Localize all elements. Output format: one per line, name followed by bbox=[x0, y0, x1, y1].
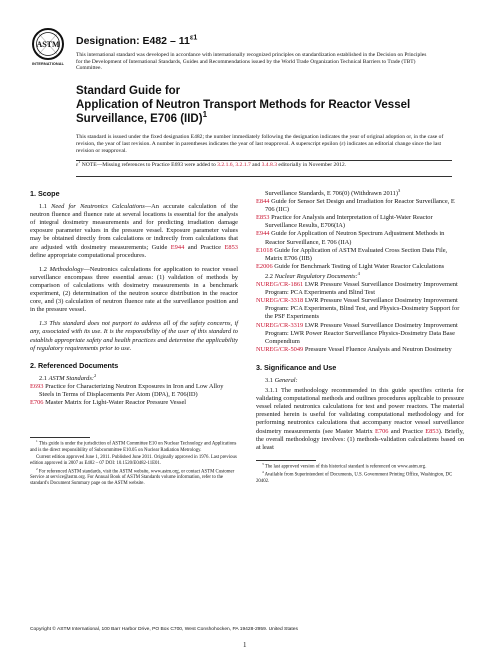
astm-ref-item bbox=[256, 214, 464, 230]
para-1-2-italic: Methodology bbox=[49, 265, 84, 273]
fn2-sup: 2 bbox=[36, 466, 38, 471]
enote-and: and bbox=[250, 162, 262, 168]
ref-e706-cont bbox=[256, 187, 464, 198]
link-e706-b[interactable]: E706 bbox=[375, 427, 389, 435]
para-1-1-italic: Need for Neutronics Calculations bbox=[51, 203, 145, 211]
astm-ref-text: Practice for Analysis and Interpretation of Light-Water Reactor Surveillance Results, E706(IA) bbox=[265, 214, 433, 230]
para-1-1-lead: 1.1 bbox=[39, 203, 52, 211]
nrc-ref-item bbox=[256, 346, 464, 354]
astm-logo bbox=[28, 26, 68, 72]
copyright: Copyright © ASTM International, 100 Barr Harbor Drive, PO Box C700, West Conshohocken, PA 19428-2959. United States bbox=[30, 627, 298, 632]
nrc-ref-text: LWR Pressure Vessel Surveillance Dosimetry Improvement Program: PCA Experiments and Blind Test bbox=[265, 281, 458, 297]
enote-text-a: NOTE—Missing references to Practice E693 were added to bbox=[80, 162, 218, 168]
nrc-label-sup: 4 bbox=[357, 270, 360, 276]
fn2-text: For referenced ASTM standards, visit the ASTM website, www.astm.org, or contact ASTM Customer Service at service@astm.org. For Annual Book of ASTM Standards volume information, refer to the standard's Document Summary page on the ASTM website. bbox=[30, 469, 235, 487]
rule-bottom bbox=[76, 176, 452, 177]
nrc-ref-item bbox=[256, 322, 464, 346]
section-refs-heading: 2. Referenced Documents bbox=[30, 360, 119, 370]
nrc-ref-link[interactable]: NUREG/CR-5049 bbox=[256, 345, 304, 353]
link-e944[interactable]: E944 bbox=[170, 243, 185, 251]
nrc-ref-item bbox=[256, 281, 464, 297]
enote-link-2[interactable]: 3.4.8.3 bbox=[261, 162, 277, 168]
para-3-1-italic: General: bbox=[274, 376, 298, 384]
astm-label-italic: ASTM Standards: bbox=[48, 374, 94, 382]
fn3-text: The last approved version of this historical standard is referenced on www.astm.org. bbox=[264, 464, 427, 470]
enote-sup: 1 bbox=[78, 160, 81, 165]
para-3-1 bbox=[256, 377, 464, 385]
footnote-2 bbox=[30, 466, 238, 487]
para-3-1-1-and: and Practice bbox=[388, 427, 426, 435]
designation bbox=[76, 32, 198, 47]
link-e693[interactable]: E693 bbox=[30, 382, 44, 390]
astm-ref-link[interactable]: E944 bbox=[256, 230, 270, 238]
footnote-3 bbox=[256, 461, 464, 470]
astm-ref-item bbox=[256, 247, 464, 263]
title-sup: 1 bbox=[202, 110, 208, 120]
para-3-1-1-b: ). Briefly, the overall methodology involves: (1) methods-validation calculations based on at least bbox=[256, 427, 465, 451]
para-3-1-num: 3.1 bbox=[265, 376, 275, 384]
logo-text: INTERNATIONAL bbox=[31, 62, 65, 66]
ref-e706 bbox=[30, 399, 238, 407]
fn1-sup: 1 bbox=[36, 439, 38, 444]
astm-ref-link[interactable]: E844 bbox=[256, 198, 270, 206]
para-1-1-end: define appropriate computational procedures. bbox=[30, 251, 147, 259]
astm-ref-item bbox=[256, 230, 464, 246]
nrc-label bbox=[256, 270, 464, 281]
astm-ref-item bbox=[256, 263, 464, 271]
left-column bbox=[30, 190, 238, 489]
fn3-sup: 3 bbox=[262, 461, 264, 466]
link-e853[interactable]: E853 bbox=[224, 243, 238, 251]
ref-e706-cont-text: Surveillance Standards, E 706(0) (Withdrawn 2011) bbox=[265, 190, 398, 197]
para-3-1-1 bbox=[256, 387, 464, 452]
para-1-3: 1.3 This standard does not purport to address all of the safety concerns, if any, associated with its use. It is the responsibility of the user of this standard to establish appropriate safety and health practices and determine the applicability of regulatory requirements prior to use. bbox=[30, 320, 238, 352]
para-1-2-text: —Neutronics calculations for application to reactor vessel surveillance encompass three essential areas: (1) validation of methods by comparison of calculations with dosimetry measurements in a benchmark experiment, (2) determination of the neutron source distribution in the reactor core, and (3) calculation of neutron fluence rate at the surveillance position and in the pressure vessel. bbox=[30, 265, 238, 314]
para-1-1 bbox=[30, 203, 238, 260]
nrc-refs-list bbox=[256, 281, 464, 354]
ref-e693 bbox=[30, 383, 238, 399]
link-e706[interactable]: E706 bbox=[30, 399, 44, 407]
title-line2: Application of Neutron Transport Methods for Reactor Vessel Surveillance, E706 (IID) bbox=[76, 99, 411, 125]
enote-link-1[interactable]: 3.2.1.6, 3.2.1.7 bbox=[217, 162, 251, 168]
ref-e706-text: Master Matrix for Light-Water Reactor Pressure Vessel bbox=[43, 399, 187, 407]
para-1-1-and: and Practice bbox=[184, 243, 225, 251]
right-column bbox=[256, 187, 465, 486]
astm-ref-text: Guide for Sensor Set Design and Irradiation for Reactor Surveillance, E 706 (IIC) bbox=[265, 198, 455, 214]
nrc-ref-text: LWR Pressure Vessel Surveillance Dosimetry Improvement Program: PCA Experiments, Blind Test, and Physics-Dosimetry Support for the PSF Experiments bbox=[265, 297, 460, 321]
astm-ref-link[interactable]: E1018 bbox=[256, 246, 273, 254]
astm-label-sup: 2 bbox=[93, 372, 97, 378]
section-scope-heading: 1. Scope bbox=[30, 189, 60, 198]
fn4-text: Available from Superintendent of Documents, U.S. Government Printing Office, Washington, DC 20402. bbox=[256, 472, 453, 484]
page-number: 1 bbox=[243, 641, 247, 649]
astm-ref-text: Guide for Application of Neutron Spectrum Adjustment Methods in Reactor Surveillance, E 706 (IIA) bbox=[265, 230, 445, 246]
footnote-rule-left bbox=[30, 437, 90, 438]
fn1-text: This guide is under the jurisdiction of ASTM Committee E10 on Nuclear Technology and Applications and is the direct responsibility of Subcommittee E10.05 on Nuclear Radiation Metrology. bbox=[30, 441, 237, 453]
footnote-1b: Current edition approved June 1, 2011. Published June 2011. Originally approved in 1976. Last previous edition approved in 2007 as E482 – 07 DOI: 10.1520/E0482-11E01. bbox=[30, 455, 237, 467]
astm-ref-text: Guide for Application of ASTM Evaluated Cross Section Data File, Matrix E706 (IIB) bbox=[265, 246, 448, 262]
astm-ref-link[interactable]: E853 bbox=[256, 214, 270, 222]
footnote-rule-right bbox=[256, 460, 316, 461]
nrc-label-num: 2.2 bbox=[265, 272, 275, 280]
para-1-2-lead: 1.2 bbox=[39, 265, 50, 273]
designation-sup: ε1 bbox=[189, 32, 198, 42]
footnote-4 bbox=[256, 472, 464, 484]
footnote-1 bbox=[30, 441, 238, 453]
para-1-1-text: —An accurate calculation of the neutron fluence and fluence rate at several locations is essential for the analysis of integral dosimetry measurements and for predicting irradiation damage exposure parameter values in the pressure vessel. Exposure parameter values may be obtained directly from calculations or indirectly from calculations that are adjusted with dosimetry measurements; Guide bbox=[30, 203, 238, 251]
designation-label: Designation: E482 – 11 bbox=[76, 35, 190, 47]
title-line1: Standard Guide for bbox=[76, 85, 181, 97]
nrc-ref-item bbox=[256, 297, 464, 321]
rule-top bbox=[76, 160, 452, 161]
nrc-ref-link[interactable]: NUREG/CR-3318 bbox=[256, 297, 304, 305]
ref-e706-sup: 3 bbox=[397, 187, 401, 193]
page-title bbox=[76, 84, 456, 126]
astm-ref-link[interactable]: E2006 bbox=[256, 262, 273, 270]
nrc-ref-text: Pressure Vessel Fluence Analysis and Neutron Dosimetry bbox=[303, 345, 452, 353]
astm-ref-item bbox=[256, 198, 464, 214]
intro-text: This standard is issued under the fixed designation E482; the number immediately following the designation indicates the year of original adoption or, in the case of revision, the year of last revision. A number in parentheses indicates the year of last reapproval. A superscript epsilon (ε) indicates an editorial change since the last revision or reapproval. bbox=[76, 134, 444, 154]
right-refs-list bbox=[256, 198, 464, 271]
nrc-ref-link[interactable]: NUREG/CR-3319 bbox=[256, 321, 304, 329]
astm-label-num: 2.1 bbox=[39, 374, 49, 382]
section-significance-heading: 3. Significance and Use bbox=[256, 362, 337, 372]
svg-text:ASTM: ASTM bbox=[36, 40, 60, 49]
enote-prefix: ε bbox=[76, 162, 79, 168]
standards-notice: This international standard was developed in accordance with internationally recognized principles on standardization established in the Decision on Principles for the Development of International Standards, Guides and Recommendations issued by the World Trade Organization Technical Barriers to Trade (TBT) Committee. bbox=[76, 52, 427, 72]
enote-text-b: editorially in November 2012. bbox=[277, 162, 347, 168]
fn4-sup: 4 bbox=[262, 470, 264, 475]
link-e853-b[interactable]: E853 bbox=[425, 427, 439, 435]
nrc-label-italic: Nuclear Regulatory Documents: bbox=[274, 272, 358, 280]
para-3-1-1-a: 3.1.1 The methodology recommended in this guide specifies criteria for validating computational methods and outlines procedures applicable to pressure vessel related neutronics calculations for test and power reactors. The material presented herein is useful for validating computational methodology and for performing neutronics calculations that accompany reactor vessel surveillance dosimetry measurements (see Master Matrix bbox=[256, 387, 464, 435]
astm-standards-label bbox=[30, 372, 238, 383]
astm-ref-text: Guide for Benchmark Testing of Light Water Reactor Calculations bbox=[272, 262, 445, 270]
editorial-note bbox=[76, 162, 452, 169]
ref-e693-text: Practice for Characterizing Neutron Exposures in Iron and Low Alloy Steels in Terms of Displacements Per Atom (DPA), E 706(ID) bbox=[39, 382, 224, 398]
nrc-ref-text: LWR Pressure Vessel Surveillance Dosimetry Improvement Program: LWR Power Reactor Surveillance Physics-Dosimetry Data Base Compendium bbox=[265, 321, 458, 345]
nrc-ref-link[interactable]: NUREG/CR-1861 bbox=[256, 281, 304, 289]
para-1-2 bbox=[30, 266, 238, 315]
